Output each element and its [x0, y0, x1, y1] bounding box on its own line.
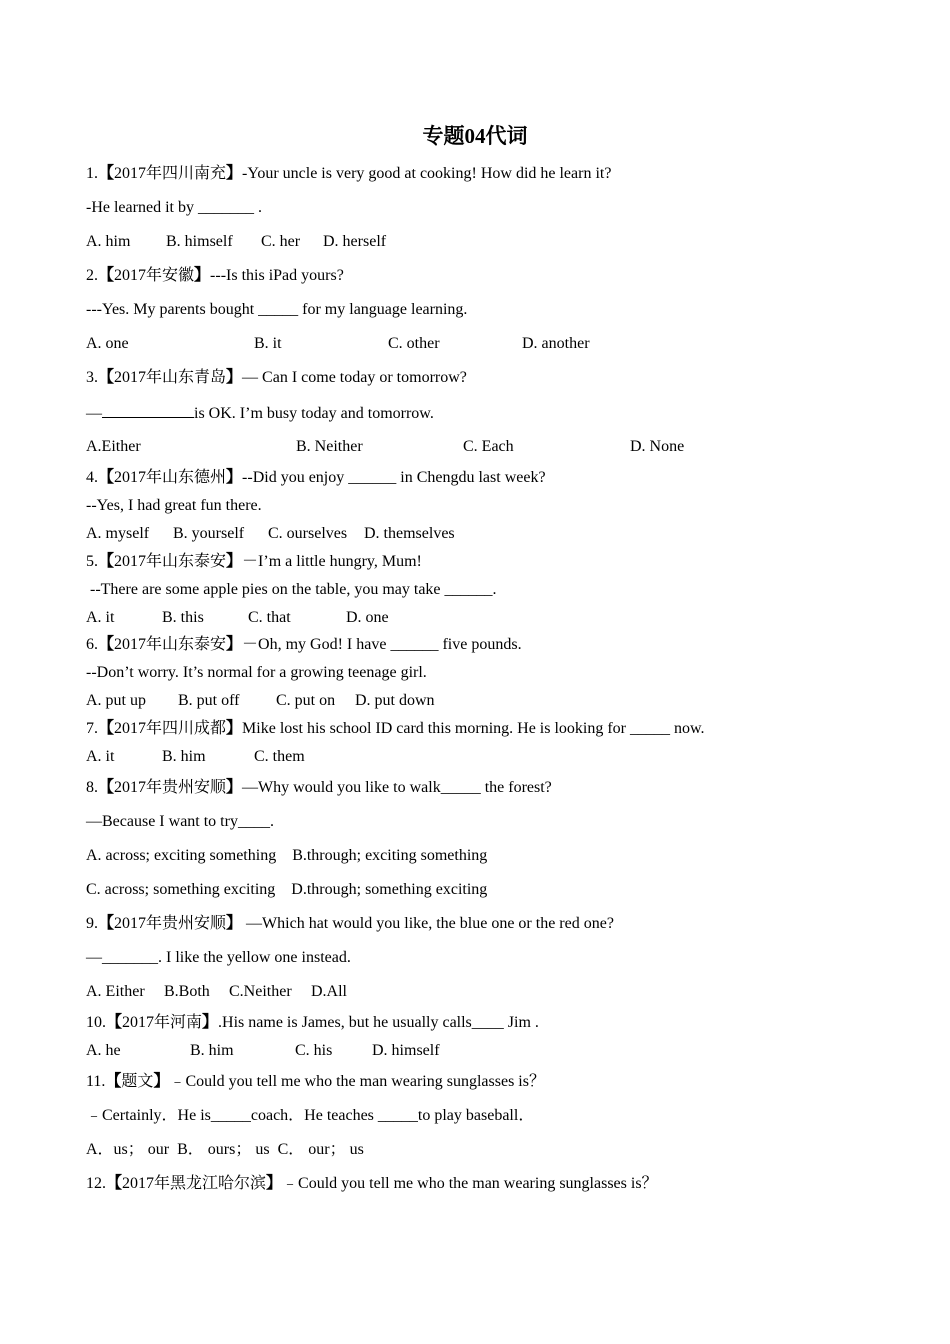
question-3-dash: —	[86, 405, 102, 422]
question-2-stem: 2.【2017年安徽】---Is this iPad yours?	[86, 267, 344, 284]
question-5-option-a: A. it	[86, 609, 115, 626]
question-1-option-b: B. himself	[166, 233, 233, 250]
question-6-line: --Don’t worry. It’s normal for a growing teenage girl.	[86, 664, 427, 681]
question-11-line: ﹣Certainly．He is_____coach．He teaches _____to play baseball．	[86, 1107, 535, 1124]
question-3-option-d: D. None	[630, 438, 685, 455]
question-4-option-b: B. yourself	[173, 525, 245, 542]
question-9-option-c: C.Neither	[229, 983, 292, 1000]
question-6-option-c: C. put on	[276, 692, 336, 709]
question-11-options: A．us； our B． ours； us C． our； us	[86, 1141, 364, 1158]
question-7-option-b: B. him	[162, 748, 206, 765]
question-4-option-d: D. themselves	[364, 525, 455, 542]
question-1-option-a: A. him	[86, 233, 131, 250]
question-7-stem: 7.【2017年四川成都】Mike lost his school ID card this morning. He is looking for _____ now.	[86, 720, 705, 737]
question-1-option-c: C. her	[261, 233, 301, 250]
question-8-options-ab: A. across; exciting something B.through; exciting something	[86, 847, 488, 864]
question-4-line: --Yes, I had great fun there.	[86, 497, 262, 514]
question-9-option-d: D.All	[311, 983, 347, 1000]
question-10-option-c: C. his	[295, 1042, 333, 1059]
question-2-line: ---Yes. My parents bought _____ for my language learning.	[86, 301, 468, 318]
question-3-line-text: is OK. I’m busy today and tomorrow.	[194, 405, 434, 422]
question-6-option-d: D. put down	[355, 692, 435, 709]
question-9-line: —_______. I like the yellow one instead.	[86, 949, 351, 966]
question-3-stem: 3.【2017年山东青岛】— Can I come today or tomorrow?	[86, 369, 467, 386]
question-5-option-c: C. that	[248, 609, 291, 626]
question-3-line	[86, 403, 434, 424]
question-8-line: —Because I want to try____.	[86, 813, 274, 830]
question-6-option-b: B. put off	[178, 692, 240, 709]
question-12-stem: 12.【2017年黑龙江哈尔滨】﹣Could you tell me who the man wearing sunglasses is？	[86, 1175, 658, 1192]
question-7-option-a: A. it	[86, 748, 115, 765]
question-4-option-c: C. ourselves	[268, 525, 348, 542]
question-3-option-c: C. Each	[463, 438, 514, 455]
question-1-stem: 1.【2017年四川南充】-Your uncle is very good at cooking! How did he learn it?	[86, 165, 612, 182]
question-1-line: -He learned it by _______ .	[86, 199, 262, 216]
question-10-option-a: A. he	[86, 1042, 121, 1059]
question-5-option-d: D. one	[346, 609, 389, 626]
page-title: 专题04代词	[422, 124, 528, 148]
question-6-stem: 6.【2017年山东泰安】－Oh, my God! I have ______ five pounds.	[86, 636, 522, 653]
question-10-stem: 10.【2017年河南】.His name is James, but he usually calls____ Jim .	[86, 1014, 539, 1031]
question-2-option-b: B. it	[254, 335, 282, 352]
question-10-option-d: D. himself	[372, 1042, 440, 1059]
question-8-options-cd: C. across; something exciting D.through; something exciting	[86, 881, 488, 898]
question-8-stem: 8.【2017年贵州安顺】—Why would you like to walk_____ the forest?	[86, 779, 552, 796]
question-9-option-b: B.Both	[164, 983, 210, 1000]
question-4-stem: 4.【2017年山东德州】--Did you enjoy ______ in Chengdu last week?	[86, 469, 546, 486]
question-2-option-d: D. another	[522, 335, 590, 352]
question-2-option-c: C. other	[388, 335, 440, 352]
question-5-option-b: B. this	[162, 609, 204, 626]
question-3-option-b: B. Neither	[296, 438, 363, 455]
answer-blank	[102, 403, 194, 418]
question-4-option-a: A. myself	[86, 525, 150, 542]
question-9-option-a: A. Either	[86, 983, 145, 1000]
question-5-line: --There are some apple pies on the table, you may take ______.	[86, 581, 497, 598]
question-6-option-a: A. put up	[86, 692, 146, 709]
question-9-stem: 9.【2017年贵州安顺】 —Which hat would you like, the blue one or the red one?	[86, 915, 614, 932]
question-3-option-a: A.Either	[86, 438, 141, 455]
question-11-stem: 11.【题文】﹣Could you tell me who the man wearing sunglasses is？	[86, 1073, 545, 1090]
question-7-option-c: C. them	[254, 748, 305, 765]
question-10-option-b: B. him	[190, 1042, 234, 1059]
question-5-stem: 5.【2017年山东泰安】－I’m a little hungry, Mum!	[86, 553, 422, 570]
question-2-option-a: A. one	[86, 335, 129, 352]
question-1-option-d: D. herself	[323, 233, 387, 250]
